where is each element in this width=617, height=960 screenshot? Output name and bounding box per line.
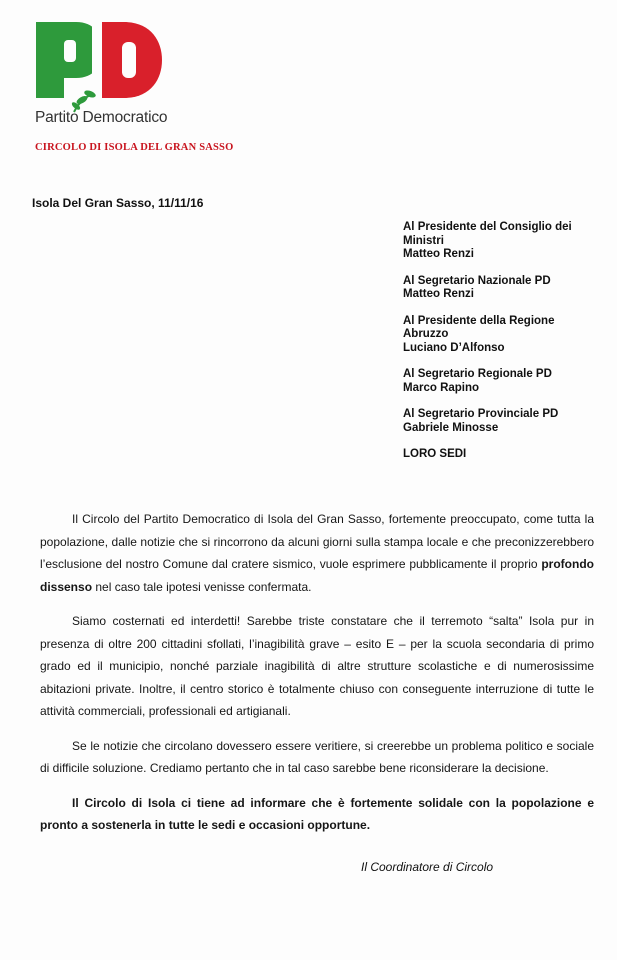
- recipients-block: [403, 221, 593, 475]
- recipient-regional-secretary: Al Segretario Regionale PD Marco Rapino: [403, 368, 552, 394]
- emphasis-dissenso: profondo dissenso: [40, 557, 594, 594]
- place-date: Isola Del Gran Sasso, 11/11/16: [32, 196, 204, 210]
- paragraph-1: Il Circolo del Partito Democratico di Isola del Gran Sasso, fortemente preoccupato, come tutta la popolazione, dalle notizie che si rincorrono da alcuni giorni sulla stampa locale e che preconizzerebbero l’esclusione del nostro Comune dal cratere sismico, vuole esprimere pubblicamente il proprio profondo dissenso nel caso tale ipotesi venisse confermata.: [40, 512, 594, 594]
- paragraph-2: Siamo costernati ed interdetti! Sarebbe triste constatare che il terremoto “salta” Isola pur in presenza di oltre 200 cittadini sfollati, l’inagibilità grave – esito E – per la scuola secondaria di primo grado ed il municipio, nonché parziale inagibilità di altre strutture scolastiche e di numerosissime abitazioni private. Inoltre, il centro storico è totalmente chiuso con conseguente interruzione di tutte le attività commerciali, professionali ed artigianali.: [40, 614, 594, 718]
- logo-text: Partito Democratico: [35, 109, 168, 126]
- circolo-header: CIRCOLO DI ISOLA DEL GRAN SASSO: [35, 142, 234, 153]
- recipient-provincial-secretary: Al Segretario Provinciale PD Gabriele Minosse: [403, 408, 559, 434]
- recipient-region-president: Al Presidente della Regione Abruzzo Luciano D’Alfonso: [403, 314, 555, 354]
- recipient-national-secretary: Al Segretario Nazionale PD Matteo Renzi: [403, 274, 551, 300]
- recipient-loro-sedi: LORO SEDI: [403, 448, 467, 460]
- paragraph-4: Il Circolo di Isola ci tiene ad informare che è fortemente solidale con la popolazione e pronto a sostenerla in tutte le sedi e occasioni opportune.: [40, 795, 594, 832]
- letter-body: [40, 508, 594, 849]
- signature: Il Coordinatore di Circolo: [361, 860, 494, 874]
- recipient-prime-minister: Al Presidente del Consiglio dei Ministri Matteo Renzi: [403, 221, 572, 260]
- paragraph-3: Se le notizie che circolano dovessero essere veritiere, si creerebbe un problema politico e sociale di difficile soluzione. Crediamo pertanto che in tal caso sarebbe bene riconsiderare la decisione.: [40, 738, 594, 775]
